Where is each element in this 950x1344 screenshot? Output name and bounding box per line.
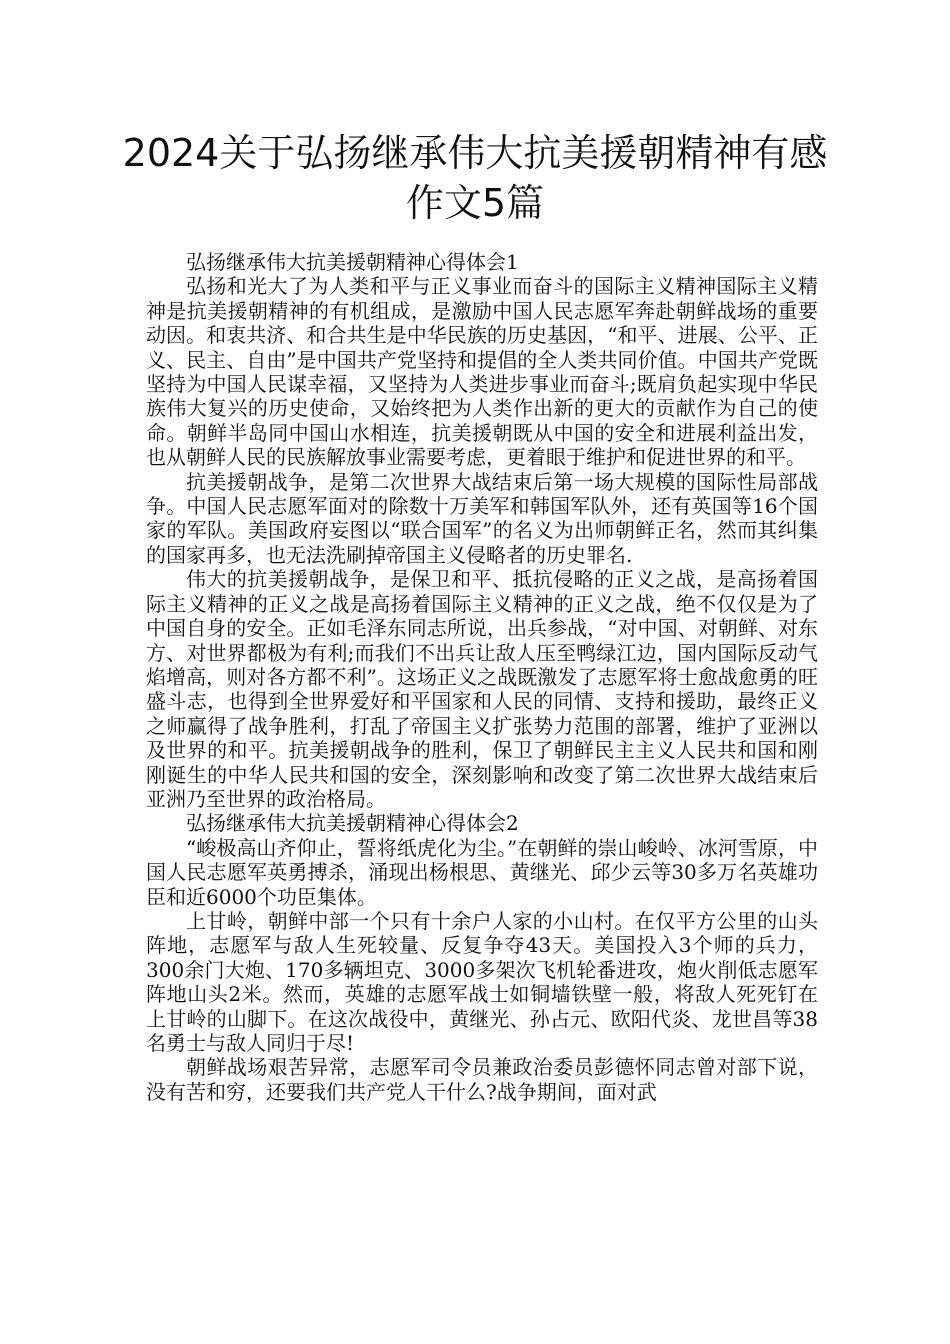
paragraph: 弘扬和光大了为人类和平与正义事业而奋斗的国际主义精神国际主义精神是抗美援朝精神的有机组成，是激励中国人民志愿军奔赴朝鲜战场的重要动因。和衷共济、和合共生是中华民族的历史基因，“和平、进展、公平、正义、民主、自由”是中国共产党坚持和提倡的全人类共同价值。中国共产党既坚持为中国人民谋幸福，又坚持为人类进步事业而奋斗;既肩负起实现中华民族伟大复兴的历史使命，又始终把为人类作出新的更大的贡献作为自己的使命。朝鲜半岛同中国山水相连，抗美援朝既从中国的安全和进展利益出发，也从朝鲜人民的民族解放事业需要考虑，更着眼于维护和促进世界的和平。 <box>146 274 818 470</box>
section-heading-1: 弘扬继承伟大抗美援朝精神心得体会1 <box>186 250 519 274</box>
document-body <box>146 250 818 1104</box>
paragraph: 上甘岭，朝鲜中部一个只有十余户人家的小山村。在仅平方公里的山头阵地，志愿军与敌人生死较量、反复争夺43天。美国投入3个师的兵力，300余门大炮、170多辆坦克、3000多架次飞机轮番进攻，炮火削低志愿军阵地山头2米。然而，英雄的志愿军战士如铜墙铁壁一般，将敌人死死钉在上甘岭的山脚下。在这次战役中，黄继光、孙占元、欧阳代炎、龙世昌等38名勇士与敌人同归于尽! <box>146 908 818 1055</box>
paragraph: 抗美援朝战争，是第二次世界大战结束后第一场大规模的国际性局部战争。中国人民志愿军面对的除数十万美军和韩国军队外，还有英国等16个国家的军队。美国政府妄图以“联合国军”的名义为出师朝鲜正名，然而其纠集的国家再多，也无法洗刷掉帝国主义侵略者的历史罪名. <box>146 469 818 567</box>
section-heading-2: 弘扬继承伟大抗美援朝精神心得体会2 <box>186 811 519 836</box>
paragraph: 朝鲜战场艰苦异常，志愿军司令员兼政治委员彭德怀同志曾对部下说，没有苦和穷，还要我们共产党人干什么?战争期间，面对武 <box>146 1055 818 1104</box>
paragraph: “峻极高山齐仰止，誓将纸虎化为尘。”在朝鲜的崇山峻岭、冰河雪原，中国人民志愿军英勇搏杀，涌现出杨根思、黄继光、邱少云等30多万名英雄功臣和近6000个功臣集体。 <box>146 835 818 909</box>
paragraph: 伟大的抗美援朝战争，是保卫和平、抵抗侵略的正义之战，是高扬着国际主义精神的正义之战是高扬着国际主义精神的正义之战，绝不仅仅是为了中国自身的安全。正如毛泽东同志所说，出兵参战，“对中国、对朝鲜、对东方、对世界都极为有利;而我们不出兵让敌人压至鸭绿江边，国内国际反动气焰增高，则对各方都不利”。这场正义之战既激发了志愿军将士愈战愈勇的旺盛斗志，也得到全世界爱好和平国家和人民的同情、支持和援助，最终正义之师赢得了战争胜利，打乱了帝国主义扩张势力范围的部署，维护了亚洲以及世界的和平。抗美援朝战争的胜利，保卫了朝鲜民主主义人民共和国和刚刚诞生的中华人民共和国的安全，深刻影响和改变了第二次世界大战结束后亚洲乃至世界的政治格局。 <box>146 567 818 811</box>
document-title: 2024关于弘扬继承伟大抗美援朝精神有感作文5篇 <box>122 131 828 225</box>
